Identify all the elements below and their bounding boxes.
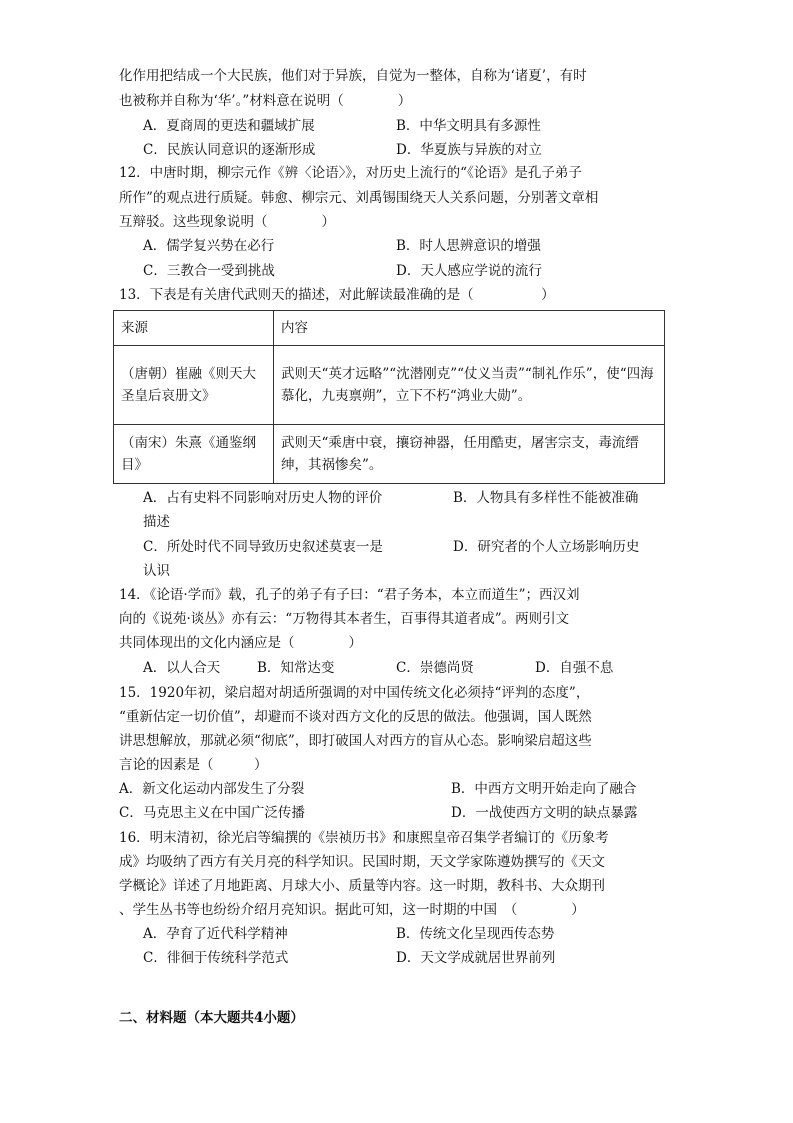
q14-stem-line-1: 14．《论语·学而》载，孔子的弟子有子曰：“君子务本，本立而道生”；西汉刘 [119,587,580,603]
section-heading: 二、材料题（本大题共4小题） [119,1010,304,1026]
q12-option-d: D．天人感应学说的流行 [396,263,542,279]
q12-option-c: C．三教合一受到挑战 [143,263,275,279]
q11-option-c: C．民族认同意识的逐渐形成 [143,142,316,158]
q12-option-a: A．儒学复兴势在必行 [143,238,275,254]
table-header-row [114,311,665,346]
q15-stem-line-3: 讲思想解放，那就必须“彻底”，即打破国人对西方的盲从心态。影响梁启超这些 [119,733,592,749]
q11-stem-line-2: 也被称并自称为‘华’。”材料意在说明（ ） [119,93,412,109]
q12-stem-line-1: 12．中唐时期，柳宗元作《辨〈论语〉》，对历史上流行的“《论语》是孔子弟子 [119,165,582,181]
q13-table [113,310,665,484]
table-row [114,425,665,484]
q16-stem-line-3: 学概论》详述了月地距离、月球大小、质量等内容。这一时期，教科书、大众期刊 [119,878,605,894]
table-header-source: 来源 [114,311,274,346]
q11-option-d: D．华夏族与异族的对立 [396,142,542,158]
q13-stem: 13．下表是有关唐代武则天的描述，对此解读最准确的是（ ） [119,287,555,303]
table-row [114,346,665,425]
q14-stem-line-2: 向的《说苑·谈丛》亦有云：“万物得其本者生，百事得其道者成”。两则引文 [119,611,570,627]
q14-option-b: B．知常达变 [257,660,335,676]
q11-option-a: A．夏商周的更迭和疆域扩展 [143,118,315,134]
q16-stem-line-4: 、学生丛书等也纷纷介绍月亮知识。据此可知，这一时期的中国 （ ） [119,902,585,918]
q16-option-b: B．传统文化呈现西传态势 [396,926,555,942]
table-cell-source: （唐朝）崔融《则天大圣皇后哀册文》 [114,346,274,425]
q15-option-a: A．新文化运动内部发生了分裂 [119,781,305,797]
q13-option-d-cont: 认识 [143,563,170,579]
q16-option-c: C．徘徊于传统科学范式 [143,950,289,966]
q12-stem-line-2: 所作”的观点进行质疑。韩愈、柳宗元、刘禹锡围绕天人关系问题，分别著文章相 [119,190,599,206]
table-cell-content: 武则天“乘唐中衰，攘窃神器，任用酷吏，屠害宗支，毒流缙绅，其祸惨矣”。 [274,425,665,484]
q11-stem-line-1: 化作用把结成一个大民族，他们对于异族，自觉为一整体，自称为‘诸夏’，有时 [119,68,587,84]
q15-stem-line-4: 言论的因素是（ ） [119,757,268,773]
q12-stem-line-3: 互辩驳。这些现象说明（ ） [119,214,335,230]
q14-option-d: D．自强不息 [535,660,614,676]
q16-stem-line-1: 16．明末清初，徐光启等编撰的《崇祯历书》和康熙皇帝召集学者编订的《历象考 [119,830,609,846]
q12-option-b: B．时人思辨意识的增强 [396,238,541,254]
q13-option-c: C．所处时代不同导致历史叙述莫衷一是 [143,539,383,555]
q13-option-d: D．研究者的个人立场影响历史 [453,539,640,555]
q16-option-a: A．孕育了近代科学精神 [143,926,288,942]
q15-stem-line-1: 15．1920年初，梁启超对胡适所强调的对中国传统文化必须持“评判的态度”， [119,685,590,701]
q13-option-a: A．占有史料不同影响对历史人物的评价 [143,490,383,506]
q16-stem-line-2: 成》均吸纳了西方有关月亮的科学知识。民国时期，天文学家陈遵妫撰写的《天文 [119,854,605,870]
q14-option-a: A．以人合天 [143,660,221,676]
table-cell-content: 武则天“英才远略”“沈潜刚克”“仗义当责”“制礼作乐”，使“四海慕化，九夷禀朔”，立下不朽“鸿业大勋”。 [274,346,665,425]
q15-option-d: D．一战使西方文明的缺点暴露 [451,805,638,821]
q14-option-c: C．崇德尚贤 [396,660,474,676]
q13-option-b: B．人物具有多样性不能被准确 [453,490,639,506]
q15-option-c: C．马克思主义在中国广泛传播 [119,805,305,821]
q14-stem-line-3: 共同体现出的文化内涵应是（ ） [119,635,362,651]
q15-option-b: B．中西方文明开始走向了融合 [451,781,637,797]
table-header-content: 内容 [274,311,665,346]
table-cell-source: （南宋）朱熹《通鉴纲目》 [114,425,274,484]
q16-option-d: D．天文学成就居世界前列 [396,950,556,966]
q13-option-b-cont: 描述 [143,514,170,530]
q11-option-b: B．中华文明具有多源性 [396,118,541,134]
q15-stem-line-2: “重新估定一切价值”，却避而不谈对西方文化的反思的做法。他强调，国人既然 [119,709,592,725]
